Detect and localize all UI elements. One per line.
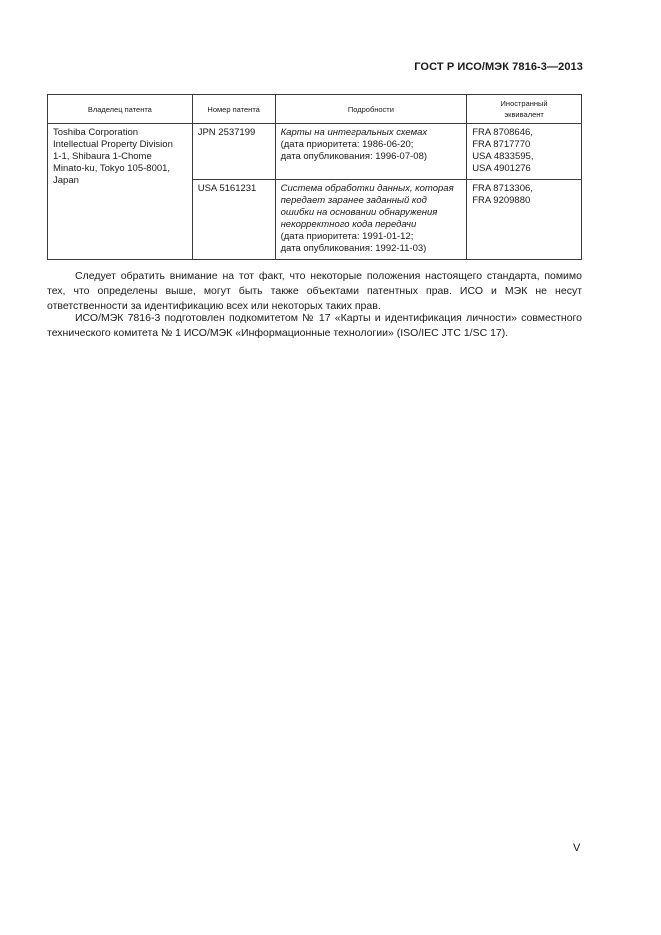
equivalent-item: FRA 9209880 bbox=[472, 195, 531, 206]
standard-designation: ГОСТ Р ИСО/МЭК 7816-3—2013 bbox=[414, 61, 583, 73]
header-equivalent-line2: эквивалент bbox=[504, 110, 544, 119]
header-number: Номер патента bbox=[192, 95, 275, 124]
patent-rights-paragraph: Следует обратить внимание на тот факт, что некоторые положения настоящего стандарта, помимо тех, что определены выше, могут быть также объектами патентных прав. ИСО и МЭК не несут ответственности за идентификацию всех или некоторых таких прав. bbox=[47, 270, 582, 312]
patent-title: Карты на интегральных схемах bbox=[280, 127, 428, 138]
patent-title-line: передает заранее заданный код bbox=[280, 195, 427, 206]
patent-date-line: (дата приоритета: 1991-01-12; bbox=[280, 231, 414, 242]
equivalent-item: FRA 8708646, bbox=[472, 127, 533, 138]
owner-line: Intellectual Property Division bbox=[53, 139, 173, 150]
patent-date-line: дата опубликования: 1992-11-03) bbox=[280, 243, 427, 254]
table-row bbox=[48, 124, 582, 180]
page-number: V bbox=[573, 842, 581, 854]
owner-line: Minato-ku, Tokyo 105-8001, bbox=[53, 163, 171, 174]
owner-cell bbox=[48, 124, 193, 260]
owner-line: Japan bbox=[53, 175, 79, 186]
equivalent-cell bbox=[467, 124, 582, 180]
owner-line: 1-1, Shibaura 1-Chome bbox=[53, 151, 152, 162]
patent-date-line: (дата приоритета: 1986-06-20; bbox=[280, 139, 414, 150]
header-details: Подробности bbox=[275, 95, 467, 124]
patent-title-line: Система обработки данных, которая bbox=[280, 183, 454, 194]
equivalent-item: FRA 8713306, bbox=[472, 183, 533, 194]
patent-title-line: некорректного кода передачи bbox=[280, 219, 417, 230]
equivalent-item: USA 4901276 bbox=[472, 163, 531, 174]
equivalent-item: FRA 8717770 bbox=[472, 139, 531, 150]
header-owner: Владелец патента bbox=[48, 95, 193, 124]
owner-line: Toshiba Corporation bbox=[53, 127, 139, 138]
header-equivalent-line1: Иностранный bbox=[500, 99, 548, 108]
details-cell bbox=[275, 180, 467, 260]
preparation-paragraph: ИСО/МЭК 7816-3 подготовлен подкомитетом № 17 «Карты и идентификация личности» совместного технического комитета № 1 ИСО/МЭК «Информационные технологии» (ISO/IEC JTC 1/SC 17). bbox=[47, 312, 582, 339]
equivalent-cell bbox=[467, 180, 582, 260]
equivalent-item: USA 4833595, bbox=[472, 151, 534, 162]
patent-number-cell: USA 5161231 bbox=[192, 180, 275, 260]
patent-title-line: ошибки на основании обнаружения bbox=[280, 207, 438, 218]
table-header-row bbox=[48, 95, 582, 124]
patent-number-cell: JPN 2537199 bbox=[192, 124, 275, 180]
patent-date-line: дата опубликования: 1996-07-08) bbox=[280, 151, 428, 162]
details-cell bbox=[275, 124, 467, 180]
header-equivalent bbox=[467, 95, 582, 124]
patent-table bbox=[47, 94, 582, 260]
